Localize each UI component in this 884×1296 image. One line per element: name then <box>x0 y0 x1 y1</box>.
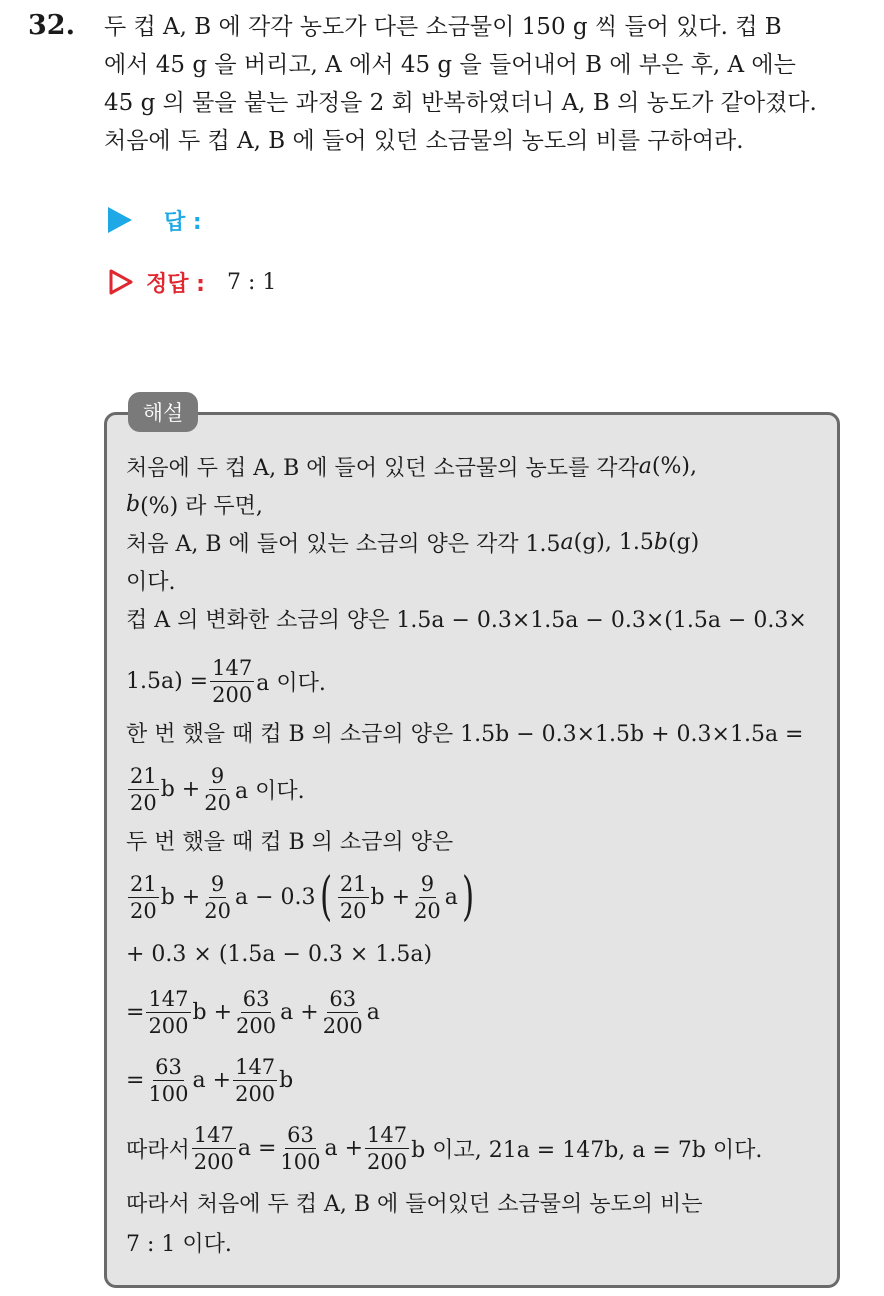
play-triangle-icon <box>108 207 132 233</box>
question-line: 처음에 두 컵 A, B 에 들어 있던 소금물의 농도의 비를 구하여라. <box>104 128 744 154</box>
outline-triangle-icon <box>108 268 134 296</box>
fraction: $\frac{63}{200}$ <box>322 986 363 1038</box>
correct-answer-label: 정답 : <box>146 271 205 297</box>
answer-blank-row <box>108 202 202 238</box>
solution-line: 컵 A 의 변화한 소금의 양은 1.5a − 0.3×1.5a − 0.3×(1.5a − 0.3× <box>126 607 807 633</box>
fraction: $\frac{21}{20}$ <box>130 871 157 923</box>
correct-answer-value: 7 : 1 <box>226 269 277 295</box>
question-number: 32. <box>28 10 75 41</box>
solution-line: 따라서 처음에 두 컵 A, B 에 들어있던 소금물의 농도의 비는 <box>126 1191 703 1217</box>
fraction: $\frac{147}{200}$ <box>148 986 189 1038</box>
question-line: 45 g 의 물을 붙는 과정을 2 회 반복하였더니 A, B 의 농도가 같아졌다. <box>104 90 817 116</box>
fraction: $\frac{9}{20}$ <box>414 871 441 923</box>
answer-label: 답 : <box>164 209 202 235</box>
solution-line: 두 번 했을 때 컵 B 의 소금의 양은 <box>126 829 454 855</box>
question-text <box>104 8 864 160</box>
fraction: $\frac{63}{100}$ <box>148 1054 189 1106</box>
solution-line: 한 번 했을 때 컵 B 의 소금의 양은 1.5b − 0.3×1.5b + 0.3×1.5a = <box>126 721 804 747</box>
solution-line: 처음 A, B 에 들어 있는 소금의 양은 각각 1.5 a (g), 1.5 b (g) <box>126 529 700 557</box>
solution-line: $\frac{21}{20}$ b + $\frac{9}{20}$ a 이다. <box>130 763 305 815</box>
solution-line: 이다. <box>126 569 176 595</box>
fraction: $\frac{21}{20}$ <box>339 871 367 923</box>
solution-line: b (%) 라 두면, <box>126 491 263 519</box>
fraction: $\frac{63}{200}$ <box>236 986 277 1038</box>
right-paren: ) <box>461 867 475 927</box>
solution-line: 처음에 두 컵 A, B 에 들어 있던 소금물의 농도를 각각 a (%), <box>126 453 697 481</box>
correct-answer-row <box>108 264 276 300</box>
fraction: $\frac{147}{200}$ <box>212 655 253 707</box>
solution-line: 7 : 1 이다. <box>126 1231 232 1257</box>
fraction: $\frac{63}{100}$ <box>280 1122 321 1174</box>
question-line: 두 컵 A, B 에 각각 농도가 다른 소금물이 150 g 씩 들어 있다. 컵 B <box>104 14 782 40</box>
fraction: $\frac{21}{20}$ <box>130 763 157 815</box>
solution-tag: 해설 <box>128 392 198 432</box>
question-line: 에서 45 g 을 버리고, A 에서 45 g 을 들어내어 B 에 부은 후, A 에는 <box>104 52 796 78</box>
solution-line: = $\frac{63}{100}$ a + $\frac{147}{200}$ b <box>126 1054 294 1106</box>
solution-line: 1.5a) = $\frac{147}{200}$ a 이다. <box>126 655 326 707</box>
fraction: $\frac{9}{20}$ <box>204 763 231 815</box>
solution-line: 따라서 $\frac{147}{200}$ a = $\frac{63}{100}$ a + $\frac{147}{200}$ b 이고, 21a = 147b, a = 7b 이다. <box>126 1122 763 1174</box>
fraction: $\frac{9}{20}$ <box>204 871 231 923</box>
solution-line: = $\frac{147}{200}$ b + $\frac{63}{200}$ a + $\frac{63}{200}$ a <box>126 986 380 1038</box>
left-paren: ( <box>319 867 332 927</box>
fraction: $\frac{147}{200}$ <box>367 1122 408 1174</box>
fraction: $\frac{147}{200}$ <box>235 1054 276 1106</box>
solution-line: + 0.3 × (1.5a − 0.3 × 1.5a) <box>126 941 433 967</box>
fraction: $\frac{147}{200}$ <box>193 1122 234 1174</box>
solution-line: $\frac{21}{20}$ b + $\frac{9}{20}$ a − 0.3 ( $\frac{21}{20}$ b + $\frac{9}{20}$ a ) <box>130 867 475 927</box>
